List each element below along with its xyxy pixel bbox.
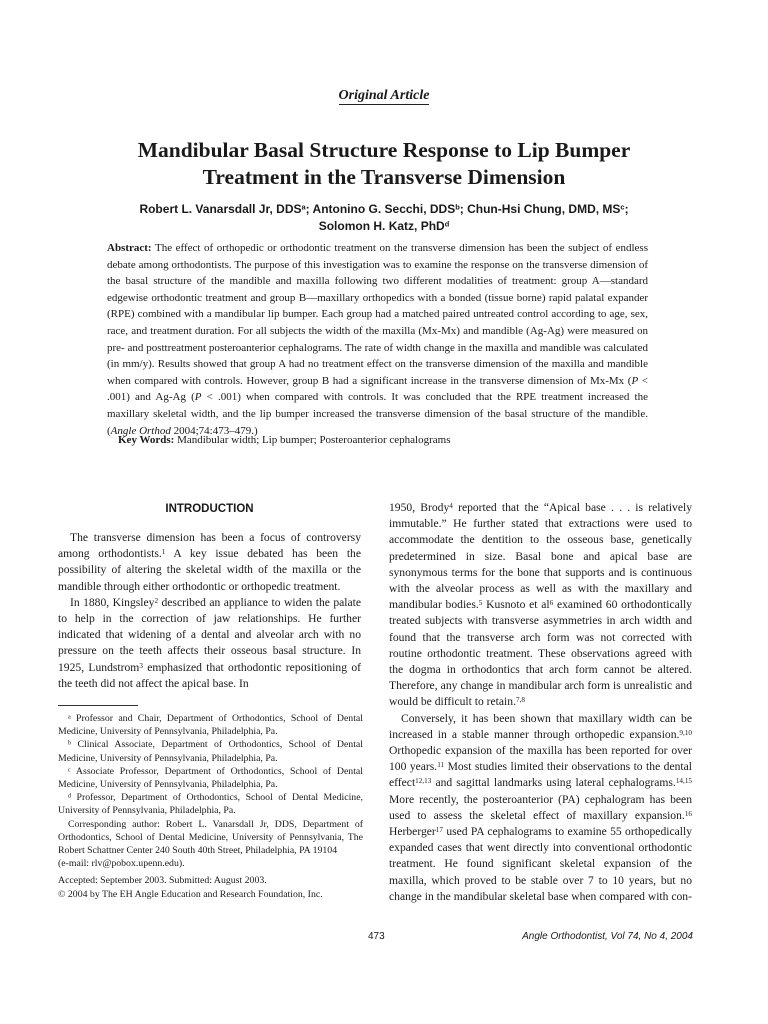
affiliation-mark: c (620, 202, 625, 212)
body-text: Herberger (389, 825, 436, 839)
keywords (118, 432, 658, 448)
reference-mark: 12,13 (415, 777, 432, 786)
reference-mark: 3 (139, 661, 143, 670)
body-paragraph (58, 530, 361, 595)
author-separator: ; (459, 202, 468, 216)
title-line-1: Mandibular Basal Structure Response to Lip Bumper (137, 138, 631, 162)
reference-mark: 2 (154, 596, 159, 605)
right-column (389, 500, 692, 905)
footnote-text: Clinical Associate, Department of Orthodontics, School of Dental Medicine, University of Pennsylvania, Philadelphia, Pa. (58, 739, 363, 764)
title-line-2: Treatment in the Transverse Dimension (202, 165, 566, 189)
p-value-symbol: P (194, 391, 202, 404)
body-text: 1950, Brody (389, 501, 450, 514)
author-name: Solomon H. Katz, PhD (318, 219, 445, 233)
affiliation-mark: c (68, 767, 71, 774)
affiliation-mark: d (68, 793, 72, 800)
reference-mark: 14,15 (675, 777, 692, 786)
affiliation-mark: b (455, 202, 460, 212)
copyright-text: © 2004 by The EH Angle Education and Research Foundation, Inc. (58, 888, 323, 900)
body-paragraph (389, 711, 692, 905)
footnote-text: Professor and Chair, Department of Orthodontics, School of Dental Medicine, University of Pennsylvania, Philadelphia, Pa. (58, 713, 363, 738)
body-text: Kusnoto et al (482, 598, 550, 612)
p-value-symbol: P (631, 374, 639, 387)
reference-mark: 16 (684, 809, 692, 818)
body-text: used PA cephalograms to examine 55 orthopedically expanded cases that went directly into conventional orthodontic treatment. He found significant skeletal expansion of the maxilla, which proved to be stable over 7 to 10 years, but no change in the mandibular skeletal base when compared with con- (389, 825, 692, 903)
author-name: Chun-Hsi Chung, DMD, MS (467, 202, 621, 216)
footnote-divider (58, 705, 138, 706)
body-text: reported that the “Apical base . . . is relatively immutable.” He further stated that extractions were used to accommodate the dentition to the osseous base, genetically predetermined in size. Basal bone and apical base are synonymous terms for the bone that supports and is continuous with the alveolar process as well as with the maxillary and mandibular bodies. (389, 501, 692, 612)
reference-mark: 1 (161, 547, 166, 556)
footnotes (58, 712, 363, 901)
reference-mark: 4 (449, 501, 453, 510)
journal-footer: Angle Orthodontist, Vol 74, No 4, 2004 (522, 931, 693, 942)
section-label-text: Original Article (338, 88, 430, 103)
affiliation-mark: a (301, 202, 306, 212)
footnote (58, 738, 363, 764)
affiliation-mark: a (68, 714, 71, 721)
author-separator: ; (305, 202, 313, 216)
footnote (58, 791, 363, 817)
body-text: described an appliance to widen the palate to help in the correction of jaw relationships. He further indicated that widening of a dental and alveolar arch with no pressure on the teeth affects their osseous basal structure. In 1925, Lundstrom (58, 595, 362, 674)
introduction-heading: INTRODUCTION (165, 503, 254, 515)
author-name: Antonino G. Secchi, DDS (312, 202, 456, 216)
author-name: Robert L. Vanarsdall Jr, DDS (139, 202, 302, 216)
body-text: Most studies limited their observations to the dental effect (389, 760, 692, 790)
body-text: Orthopedic expansion of the maxilla has been reported for over 100 years. (389, 744, 692, 774)
author-separator: ; (624, 202, 629, 216)
footnote-text: Accepted: September 2003. Submitted: August 2003. (58, 875, 267, 887)
footnote-text: Associate Professor, Department of Orthodontics, School of Dental Medicine, University of Pennsylvania, Philadelphia, Pa. (58, 765, 363, 791)
keywords-text: Mandibular width; Lip bumper; Posteroanterior cephalograms (177, 434, 451, 446)
article-title (60, 137, 708, 191)
body-text: The transverse dimension has been a focus of controversy among orthodontists. (58, 531, 361, 561)
abstract-text: The effect of orthopedic or orthodontic treatment on the transverse dimension has been the subject of endless debate among orthodontists. The purpose of this investigation was to examine the response on the transverse dimension of the basal structure of the mandible and maxilla following two different modalities of treatment: group A—standard edgewise orthodontic treatment and group B—maxillary orthopedics with a bonded (tissue borne) rapid palatal expander (RPE) combined with a mandibular lip bumper. Each group had a matched paired untreated control according to age, sex, race, and treatment duration. For all subjects the width of the maxilla (Mx-Mx) and mandible (Ag-Ag) were measured on pre- and posttreatment posteroanterior cephalograms. The rate of width change in the maxilla and mandible was calculated (in mm/y). Results showed that group A had no treatment effect on the transverse dimension of the maxilla and mandible when compared with controls. However, group B had a significant increase in the transverse dimension of Mx-Mx ( (107, 242, 648, 387)
email-text: (e-mail: rlv@pobox.upenn.edu). (58, 858, 185, 870)
section-label (0, 88, 768, 104)
abstract-label: Abstract: (107, 242, 152, 254)
reference-mark: 5 (478, 598, 483, 607)
body-text: More recently, the posteroanterior (PA) cephalogram has been used to assess the skeletal effect of maxillary expansion. (389, 792, 692, 822)
abstract (107, 240, 648, 439)
reference-mark: 11 (437, 761, 445, 770)
body-text: A key issue debated has been the possibility of altering the skeletal width of the maxilla or the mandible through either orthodontic or orthopedic treatment. (58, 547, 361, 593)
corresponding-author (58, 818, 363, 871)
reference-mark: 9,10 (679, 728, 692, 737)
citation-text: 2004;74:473–479.) (170, 424, 258, 437)
reference-mark: 6 (549, 598, 554, 607)
affiliation-mark: b (68, 740, 72, 747)
abstract-text: < .001) and Ag-Ag ( (107, 374, 648, 404)
footnote (58, 765, 363, 791)
body-text: examined 60 orthodontically treated subjects with transverse asymmetries in arch width and found that the transverse arch form was not corrected with routine orthodontic treatment. These observations agreed with the dogma in orthodontics that arch form cannot be altered. Therefore, any change in mandibular arch form is unrealistic and would be difficult to retain. (389, 598, 692, 709)
author-list (50, 201, 718, 235)
left-column (58, 530, 361, 692)
body-paragraph (389, 500, 692, 711)
footnote (58, 712, 363, 738)
body-text: emphasized that orthodontic repositioning of the teeth did not affect the apical base. In (58, 660, 361, 690)
abstract-text: < .001) when compared with controls. It was concluded that the RPE treatment increased the maxillary skeletal width, and the lip bumper increased the transverse dimension of the basal structure of the mandible. ( (107, 391, 648, 437)
page-number: 473 (368, 931, 385, 942)
body-paragraph (58, 595, 361, 692)
body-text: Conversely, it has been shown that maxillary width can be increased in a stable manner through orthopedic expansion. (389, 711, 692, 741)
affiliation-mark: d (444, 219, 450, 229)
body-text: In 1880, Kingsley (70, 595, 155, 609)
reference-mark: 17 (435, 825, 443, 834)
keywords-label: Key Words: (118, 434, 175, 446)
body-text: and sagittal landmarks using lateral cephalograms. (431, 776, 676, 790)
reference-mark: 7,8 (515, 696, 525, 705)
footnote-text: Corresponding author: Robert L. Vanarsdall Jr, DDS, Department of Orthodontics, School of Dental Medicine, University of Pennsylvania, The Robert Schattner Center 240 South 40th Street, Philadelphia, PA 19104 (58, 818, 363, 857)
footnote-text: Professor, Department of Orthodontics, School of Dental Medicine, University of Pennsylvania, Philadelphia, Pa. (58, 792, 363, 817)
journal-abbrev: Angle Orthod (110, 424, 171, 437)
dates-note (58, 874, 363, 900)
